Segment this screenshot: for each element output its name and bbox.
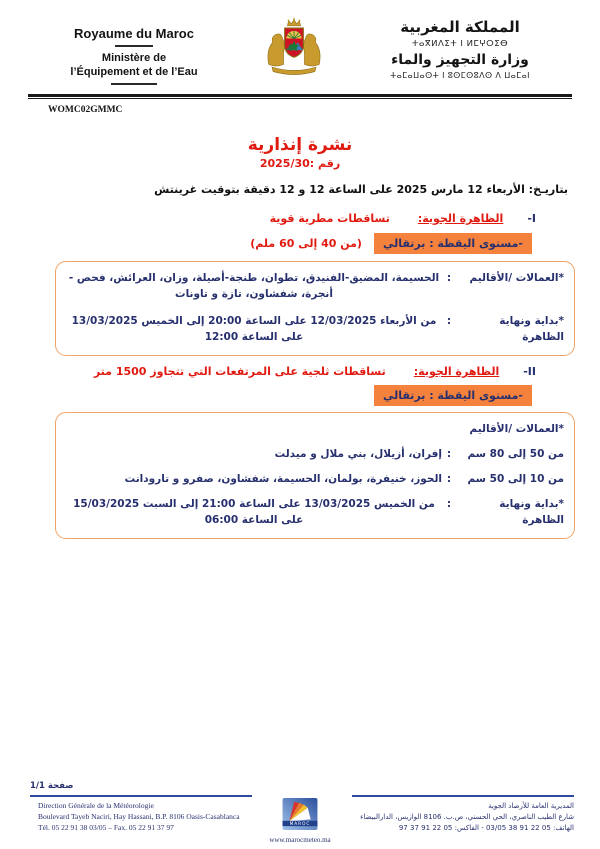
section-2-heading [0, 365, 600, 378]
phenomenon-text: تساقطات ثلجية على المرتفعات التي تتجاوز 1500 متر [93, 364, 386, 378]
divider [111, 83, 157, 85]
period-label: *بداية ونهاية الظاهرة [499, 314, 564, 343]
footer-ar-line3: الهاتف: 05 22 91 38 03/05 - الفاكس: 05 22 91 37 97 [398, 824, 574, 833]
ministry-title-tifinagh: ⵜⴰⵎⴰⵡⴰⵙⵜ ⵏ ⵓⵙⵎⵙⵓⴷⵙ ⴷ ⵡⴰⵎⴰⵏ [390, 71, 530, 80]
page-indicator: صفحة 1/1 [30, 781, 74, 791]
section-1-numeral: -I [527, 212, 536, 225]
colon: : [446, 497, 452, 510]
period-row [66, 497, 564, 529]
footer-rule-right [352, 795, 574, 797]
footer-fr-line2: Boulevard Tayeb Naciri, Hay Hassani, B.P. 8106 Oasis-Casablanca [38, 811, 240, 821]
snow-range-label: من 50 إلى 80 سم [467, 447, 564, 460]
bulletin-title: نشرة إنذارية [247, 135, 353, 155]
provinces-label: *العمالات /الأقاليم [469, 272, 564, 284]
provinces-row [66, 271, 564, 303]
section-1-vigilance-row [0, 233, 600, 254]
snow-range-label: من 10 إلى 50 سم [467, 472, 564, 485]
vigilance-level-badge: -مستوى اليقظة : برتقالي [374, 385, 532, 406]
period-row [66, 314, 564, 346]
footer-fr-line3: Tél. 05 22 91 38 03/05 – Fax. 05 22 91 37 97 [38, 822, 174, 832]
maroc-meteo-logo-icon [282, 798, 318, 830]
snow-range-value: إفران، أزيلال، بني ملال و ميدلت [274, 447, 442, 460]
document-code: WOMC02GMMC [48, 105, 123, 115]
provinces-label: *العمالات /الأقاليم [469, 422, 564, 435]
phenomenon-text: تساقطات مطرية قوية [269, 212, 390, 225]
snow-range-value: الحوز، خنيفرة، بولمان، الحسيمة، شفشاون، صفرو و تارودانت [124, 472, 442, 485]
section-2-numeral: -II [523, 364, 536, 378]
precipitation-amount: (من 40 إلى 60 ملم) [250, 237, 362, 250]
logo-wordmark: MAROC [289, 821, 311, 827]
period-value: من الأربعاء 12/03/2025 على الساعة 20:00 إلى الخميس 13/03/2025 على الساعة 12:00 [71, 314, 437, 343]
footer-rule-left [30, 795, 252, 797]
header-emblem [240, 10, 348, 94]
divider [115, 45, 153, 47]
kingdom-title-ar: المملكة المغربية [400, 18, 520, 36]
footer-address-fr [38, 801, 240, 834]
header [0, 0, 600, 94]
ministry-title-fr-line2: l’Équipement et de l’Eau [70, 65, 198, 78]
kingdom-title-fr: Royaume du Maroc [74, 26, 194, 41]
colon: : [446, 447, 452, 460]
morocco-coat-of-arms-icon [261, 12, 327, 86]
header-french-block [28, 10, 240, 94]
colon: : [446, 314, 452, 327]
footer-ar-line2: شارع الطيب الناصري، الحي الحسني، ص.ب. 8106 الوازيس، الدارالبيضاء [360, 813, 574, 822]
snow-range-row [66, 472, 564, 488]
phenomenon-label: الظاهرة الجوية: [417, 212, 504, 225]
ministry-title-fr-line1: Ministère de [101, 51, 167, 64]
section-2-vigilance-row [0, 385, 600, 406]
period-label: *بداية ونهاية الظاهرة [499, 497, 564, 526]
kingdom-title-tifinagh: ⵜⴰⴳⵍⴷⵉⵜ ⵏ ⵍⵎⵖⵔⵉⴱ [411, 39, 509, 49]
footer-address-ar [360, 801, 574, 835]
vigilance-level-badge: -مستوى اليقظة : برتقالي [374, 233, 532, 254]
footer-logo-block [258, 798, 342, 844]
snow-range-row [66, 447, 564, 463]
website-url: www.marocmeteo.ma [269, 836, 331, 844]
footer [0, 781, 600, 849]
phenomenon-label: الظاهرة الجوية: [413, 364, 500, 378]
colon: : [446, 472, 452, 485]
period-value: من الخميس 13/03/2025 على الساعة 21:00 إلى السبت 15/03/2025 على الساعة 06:00 [73, 497, 435, 526]
section-1-heading [0, 212, 600, 225]
bulletin-number: رقم :2025/30 [259, 157, 341, 170]
header-arabic-block [348, 10, 572, 94]
provinces-value: الحسيمة، المضيق-الفنيدق، تطوان، طنجة-أصيلة، وزان، العرائش، فحص - أنجرة، شفشاون، تازة و تاونات [68, 272, 440, 300]
footer-ar-line1: المديرية العامة للأرصاد الجوية [488, 802, 574, 810]
section-2-details-box [55, 412, 575, 539]
header-separator [28, 94, 572, 99]
colon: : [446, 272, 452, 284]
bulletin-date: بتاريـخ: الأربعاء 12 مارس 2025 على الساعة 12 و 12 دقيقة بتوقيت غرينتش [154, 183, 568, 196]
provinces-row [66, 422, 564, 438]
ministry-title-ar: وزارة التجهيز والماء [391, 52, 529, 68]
section-1-details-box [55, 261, 575, 356]
footer-fr-line1: Direction Générale de la Météorologie [38, 801, 154, 810]
